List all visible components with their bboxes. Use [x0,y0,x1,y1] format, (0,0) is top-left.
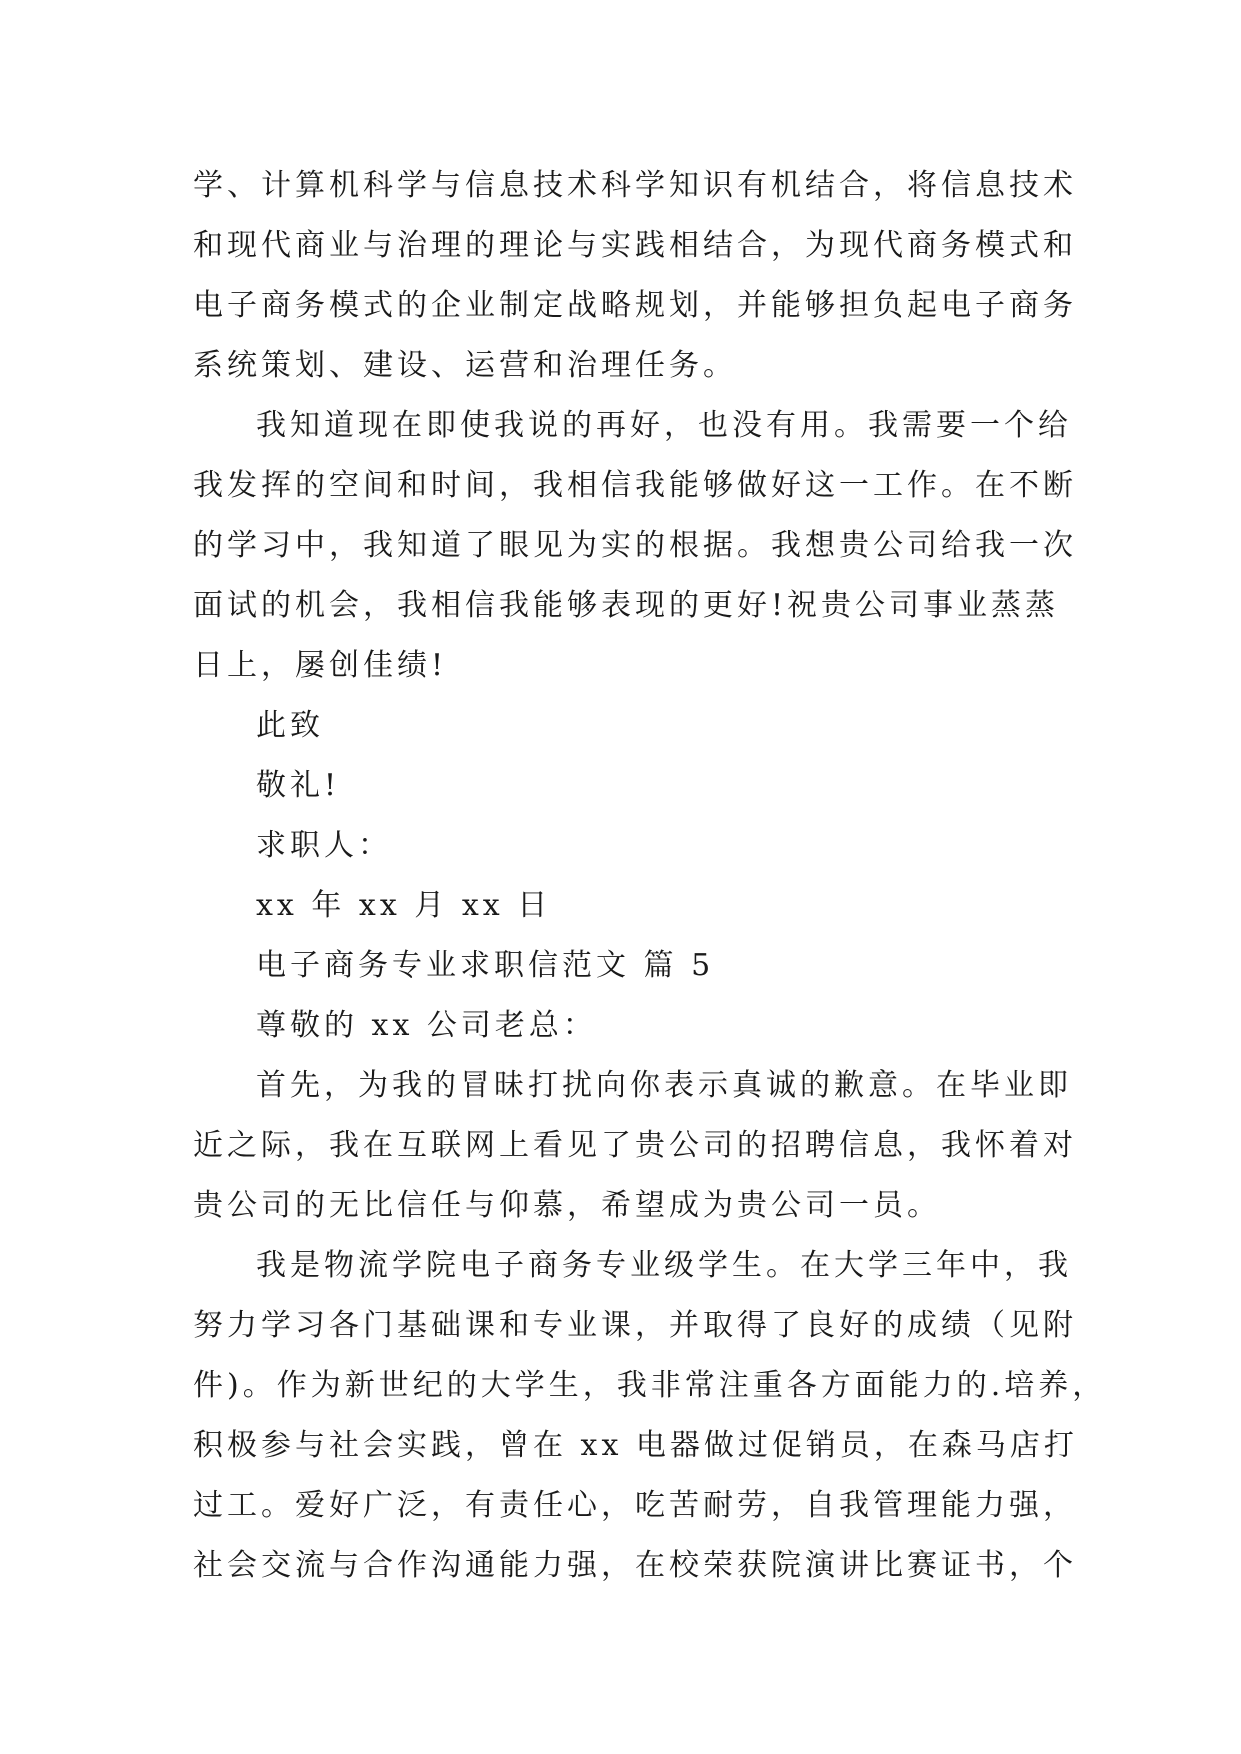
text-line: 社会交流与合作沟通能力强，在校荣获院演讲比赛证书，个 [193,1548,1077,1583]
text-line: 我知道现在即使我说的再好，也没有用。我需要一个给 [256,408,1072,443]
text-line: 日上，屡创佳绩! [193,648,448,683]
text-line: xx 年 xx 月 xx 日 [256,888,552,923]
text-line: 面试的机会，我相信我能够表现的更好!祝贵公司事业蒸蒸 [193,588,1060,623]
text-line: 的学习中，我知道了眼见为实的根据。我想贵公司给我一次 [193,528,1077,563]
text-line: 电子商务模式的企业制定战略规划，并能够担负起电子商务 [193,288,1077,323]
text-line: 和现代商业与治理的理论与实践相结合，为现代商务模式和 [193,228,1077,263]
letter-body [193,156,1107,1596]
text-line: 近之际，我在互联网上看见了贵公司的招聘信息，我怀着对 [193,1128,1077,1163]
text-line: 首先，为我的冒昧打扰向你表示真诚的歉意。在毕业即 [256,1068,1072,1103]
text-line: 积极参与社会实践，曾在 xx 电器做过促销员，在森马店打 [193,1428,1078,1463]
text-line: 努力学习各门基础课和专业课，并取得了良好的成绩（见附 [193,1308,1077,1343]
text-line: 过工。爱好广泛，有责任心，吃苦耐劳，自我管理能力强， [193,1488,1077,1523]
text-line: 此致 [256,708,324,743]
text-line: 我是物流学院电子商务专业级学生。在大学三年中，我 [256,1248,1072,1283]
text-line: 求职人： [256,828,392,863]
text-line: 件)。作为新世纪的大学生，我非常注重各方面能力的.培养， [193,1368,1107,1403]
text-line: 我发挥的空间和时间，我相信我能够做好这一工作。在不断 [193,468,1077,503]
text-line: 电子商务专业求职信范文 篇 5 [256,948,715,983]
text-line: 敬礼! [256,768,341,803]
text-line: 贵公司的无比信任与仰慕，希望成为贵公司一员。 [193,1188,941,1223]
text-line: 系统策划、建设、运营和治理任务。 [193,348,737,383]
text-line: 尊敬的 xx 公司老总： [256,1008,597,1043]
text-line: 学、计算机科学与信息技术科学知识有机结合，将信息技术 [193,168,1077,203]
